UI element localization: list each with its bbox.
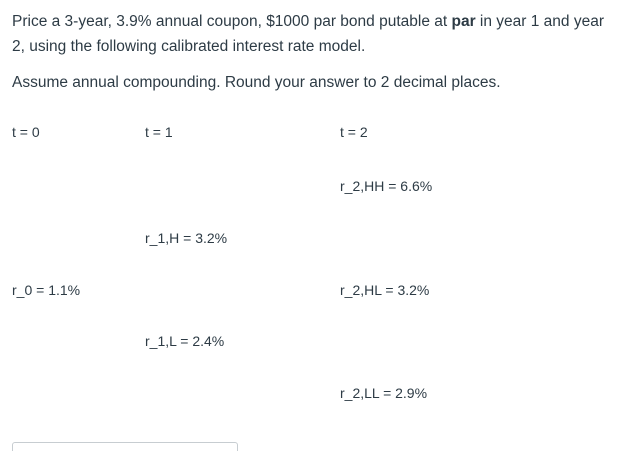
question-text: [12, 9, 617, 59]
header-t0: t = 0: [12, 124, 40, 140]
rate-r2-ll: r_2,LL = 2.9%: [340, 385, 428, 401]
question-bold-par: par: [451, 13, 476, 30]
rate-r1-h: r_1,H = 3.2%: [145, 230, 228, 246]
question-prefix: Price a 3-year, 3.9% annual coupon, $1000 par bond putable at: [12, 13, 452, 30]
question-suffix: in year 1 and year 2, using the following calibrated interest rate model.: [12, 13, 605, 55]
rate-r2-hh: r_2,HH = 6.6%: [340, 178, 433, 194]
rate-r2-hl: r_2,HL = 3.2%: [340, 282, 430, 298]
answer-input[interactable]: [12, 442, 238, 451]
header-t2: t = 2: [340, 124, 368, 140]
rate-r1-l: r_1,L = 2.4%: [145, 333, 225, 349]
rate-r0: r_0 = 1.1%: [12, 282, 81, 298]
header-t1: t = 1: [145, 124, 173, 140]
assumption-text: Assume annual compounding. Round your answer to 2 decimal places.: [12, 74, 501, 91]
